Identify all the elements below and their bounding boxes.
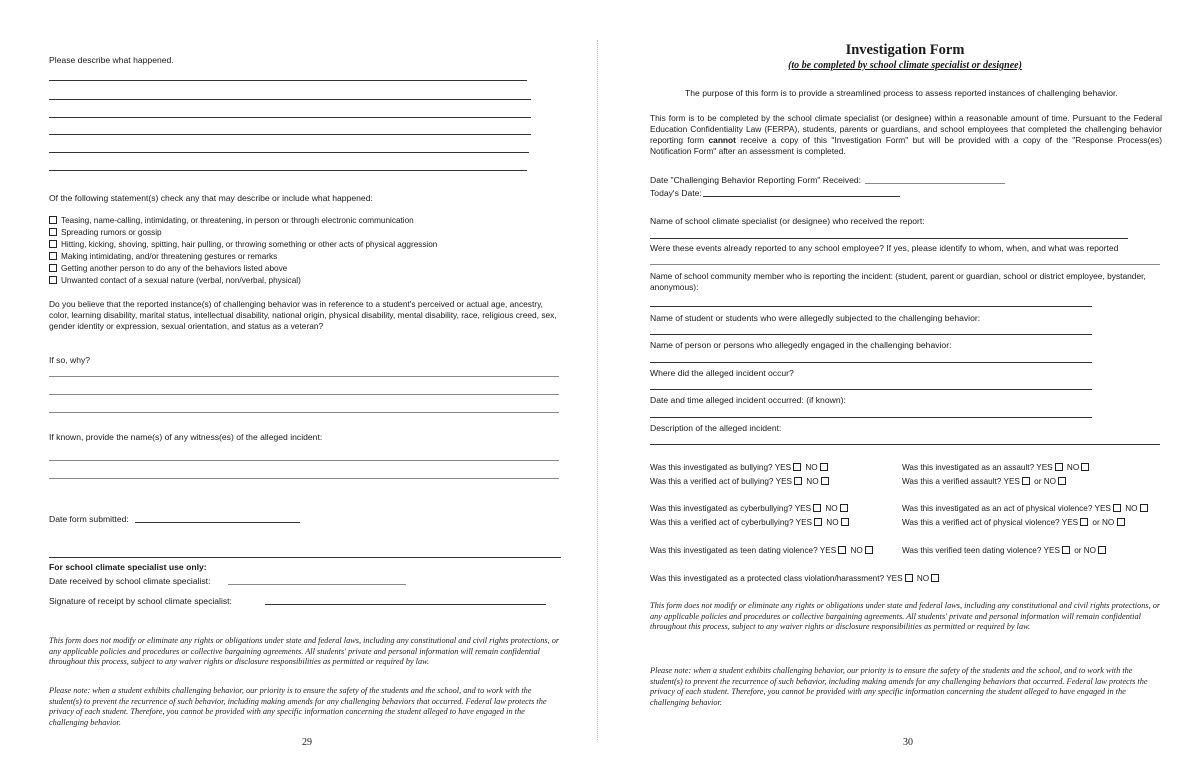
yes-checkbox[interactable] bbox=[1055, 463, 1063, 471]
no-checkbox[interactable] bbox=[1098, 546, 1106, 554]
question-physical-violence: Was this investigated as an act of physical violence? YES NO bbox=[902, 504, 1152, 513]
describe-line[interactable] bbox=[49, 152, 529, 153]
signature-label: Signature of receipt by school climate specialist: bbox=[49, 596, 232, 606]
todays-date-label: Today's Date: bbox=[650, 188, 702, 198]
describe-line[interactable] bbox=[49, 80, 527, 81]
question-cyberbullying: Was this investigated as cyberbullying? YES NO bbox=[650, 504, 852, 513]
signature-field[interactable] bbox=[265, 604, 546, 605]
if-so-line[interactable] bbox=[49, 394, 559, 395]
field-label: Name of student or students who were allegedly subjected to the challenging behavior: bbox=[650, 313, 981, 323]
witness-prompt: If known, provide the name(s) of any witness(es) of the alleged incident: bbox=[49, 432, 323, 442]
no-checkbox[interactable] bbox=[840, 504, 848, 512]
question-cyberbullying-verified: Was this a verified act of cyberbullying? YES NO bbox=[650, 518, 853, 527]
yes-checkbox[interactable] bbox=[905, 574, 913, 582]
date-submitted-field[interactable] bbox=[135, 522, 300, 523]
checkbox[interactable] bbox=[49, 276, 57, 284]
checkbox[interactable] bbox=[49, 252, 57, 260]
yes-checkbox[interactable] bbox=[813, 504, 821, 512]
no-checkbox[interactable] bbox=[820, 463, 828, 471]
field-label: Description of the alleged incident: bbox=[650, 423, 782, 433]
form-subtitle: (to be completed by school climate specialist or designee) bbox=[788, 60, 1022, 71]
checklist-item[interactable]: Hitting, kicking, shoving, spitting, hair pulling, or throwing something or other acts of physical aggression bbox=[49, 240, 437, 249]
question-assault: Was this investigated as an assault? YES NO bbox=[902, 463, 1093, 472]
checkbox[interactable] bbox=[49, 240, 57, 248]
yes-checkbox[interactable] bbox=[1080, 518, 1088, 526]
belief-question: Do you believe that the reported instance(s) of challenging behavior was in reference to a student's perceived or actual age, ancestry, color, learning disability, marital status, intellectual disability, national origin, physical disability, mental disability, race, religious creed, sex, gender identity or expression, sexual orientation, and status as a veteran? bbox=[49, 299, 557, 331]
intro-paragraph: This form is to be completed by the school climate specialist (or designee) within a reasonable amount of time. Pursuant to the Federal Education Confidentiality Law (FERPA), students, parents or guardians, and school employees that completed the challenging behavior reporting form cannot receive a copy of this "Investigation Form" but will be provided with a copy of the "Response Process(es) Notification Form" after an assessment is completed. bbox=[650, 113, 1162, 156]
no-checkbox[interactable] bbox=[931, 574, 939, 582]
field-line[interactable] bbox=[650, 362, 1092, 363]
field-line[interactable] bbox=[650, 389, 1092, 390]
checklist-item[interactable]: Making intimidating, and/or threatening gestures or remarks bbox=[49, 252, 277, 261]
todays-date-field[interactable] bbox=[703, 196, 900, 197]
field-line[interactable] bbox=[650, 238, 1128, 239]
field-line[interactable] bbox=[650, 334, 1092, 335]
checklist-item[interactable]: Teasing, name-calling, intimidating, or threatening, in person or through electronic communication bbox=[49, 216, 414, 225]
section-divider bbox=[49, 557, 561, 558]
right-page bbox=[600, 0, 1200, 776]
describe-line[interactable] bbox=[49, 170, 527, 171]
question-physical-violence-verified: Was this a verified act of physical violence? YES or NO bbox=[902, 518, 1129, 527]
page-number: 29 bbox=[302, 737, 312, 748]
field-label: Name of person or persons who allegedly engaged in the challenging behavior: bbox=[650, 340, 952, 350]
if-so-line[interactable] bbox=[49, 376, 559, 377]
note: Please note: when a student exhibits challenging behavior, our priority is to ensure the safety of the students and the school, and to work with the student(s) to prevent the recurrence of such behavior, including making amends for any challenging behaviors that occurred. Federal law protects the privacy of each student. Therefore, you cannot be provided with any specific information concerning the student alleged to have engaged in the challenging behavior. bbox=[49, 686, 547, 727]
checklist-item[interactable]: Getting another person to do any of the behaviors listed above bbox=[49, 264, 287, 273]
no-checkbox[interactable] bbox=[1140, 504, 1148, 512]
yes-checkbox[interactable] bbox=[838, 546, 846, 554]
purpose-statement: The purpose of this form is to provide a streamlined process to assess reported instances of challenging behavior. bbox=[685, 88, 1118, 98]
field-label: Were these events already reported to any school employee? If yes, please identify to whom, when, and what was reported bbox=[650, 243, 1119, 253]
date-submitted-label: Date form submitted: bbox=[49, 514, 129, 524]
checklist-item[interactable]: Spreading rumors or gossip bbox=[49, 228, 162, 237]
no-checkbox[interactable] bbox=[821, 477, 829, 485]
question-protected-class: Was this investigated as a protected class violation/harassment? YES NO bbox=[650, 574, 943, 583]
if-so-prompt: If so, why? bbox=[49, 355, 91, 365]
describe-line[interactable] bbox=[49, 99, 531, 100]
no-checkbox[interactable] bbox=[865, 546, 873, 554]
page-number: 30 bbox=[903, 737, 913, 748]
checkbox[interactable] bbox=[49, 228, 57, 236]
no-checkbox[interactable] bbox=[1081, 463, 1089, 471]
question-assault-verified: Was this a verified assault? YES or NO bbox=[902, 477, 1070, 486]
yes-checkbox[interactable] bbox=[1022, 477, 1030, 485]
field-line[interactable] bbox=[650, 417, 1092, 418]
field-label: Where did the alleged incident occur? bbox=[650, 368, 794, 378]
checkbox[interactable] bbox=[49, 216, 57, 224]
describe-line[interactable] bbox=[49, 134, 531, 135]
checkbox[interactable] bbox=[49, 264, 57, 272]
note: Please note: when a student exhibits challenging behavior, our priority is to ensure the safety of the students and the school, and to work with the student(s) to prevent the recurrence of such behavior, including making amends for any challenging behaviors that occurred. Federal law protects the privacy of each student. Therefore, you cannot be provided with any specific information concerning the student alleged to have engaged in the challenging behavior. bbox=[650, 666, 1148, 707]
specialist-heading: For school climate specialist use only: bbox=[49, 562, 207, 572]
checklist-item[interactable]: Unwanted contact of a sexual nature (verbal, non/verbal, physical) bbox=[49, 276, 301, 285]
date-received-field[interactable] bbox=[865, 183, 1005, 184]
disclaimer: This form does not modify or eliminate any rights or obligations under state and federal laws, including any constitutional and civil rights protections, or any applicable policies and procedures or collective bargaining agreements. All students' private and personal information will remain confidential throughout this process, subject to any waiver rights or disclosure responsibilities as permitted or required by law. bbox=[650, 601, 1161, 632]
date-received-field[interactable] bbox=[228, 584, 406, 585]
if-so-line[interactable] bbox=[49, 412, 559, 413]
no-checkbox[interactable] bbox=[1058, 477, 1066, 485]
yes-checkbox[interactable] bbox=[794, 477, 802, 485]
statements-prompt: Of the following statement(s) check any that may describe or include what happened: bbox=[49, 193, 373, 203]
yes-checkbox[interactable] bbox=[814, 518, 822, 526]
form-title: Investigation Form bbox=[845, 42, 965, 58]
page-fold bbox=[597, 40, 598, 740]
question-teen-dating-verified: Was this verified teen dating violence? YES or NO bbox=[902, 546, 1110, 555]
disclaimer: This form does not modify or eliminate any rights or obligations under state and federal laws, including any constitutional and civil rights protections, or any applicable policies and procedures or collective bargaining agreements. All students' private and personal information will remain confidential throughout this process, subject to any waiver rights or disclosure responsibilities as permitted or required by law. bbox=[49, 636, 560, 667]
yes-checkbox[interactable] bbox=[1062, 546, 1070, 554]
question-bullying: Was this investigated as bullying? YES NO bbox=[650, 463, 832, 472]
no-checkbox[interactable] bbox=[1117, 518, 1125, 526]
describe-prompt: Please describe what happened. bbox=[49, 55, 174, 65]
witness-line[interactable] bbox=[49, 460, 559, 461]
describe-line[interactable] bbox=[49, 117, 531, 118]
yes-checkbox[interactable] bbox=[1113, 504, 1121, 512]
field-line[interactable] bbox=[650, 264, 1160, 265]
yes-checkbox[interactable] bbox=[793, 463, 801, 471]
field-label: Name of school community member who is reporting the incident: (student, parent or guardian, school or district employee, bystander, anonymous): bbox=[650, 271, 1146, 292]
witness-line[interactable] bbox=[49, 478, 559, 479]
date-received-label: Date received by school climate specialist: bbox=[49, 576, 211, 586]
date-received-label: Date "Challenging Behavior Reporting Form" Received: bbox=[650, 175, 862, 185]
question-teen-dating: Was this investigated as teen dating violence? YES NO bbox=[650, 546, 877, 555]
field-line[interactable] bbox=[650, 444, 1160, 445]
field-label: Name of school climate specialist (or designee) who received the report: bbox=[650, 216, 925, 226]
no-checkbox[interactable] bbox=[841, 518, 849, 526]
field-line[interactable] bbox=[650, 306, 1092, 307]
question-bullying-verified: Was this a verified act of bullying? YES NO bbox=[650, 477, 833, 486]
field-label: Date and time alleged incident occurred: (if known): bbox=[650, 395, 846, 405]
